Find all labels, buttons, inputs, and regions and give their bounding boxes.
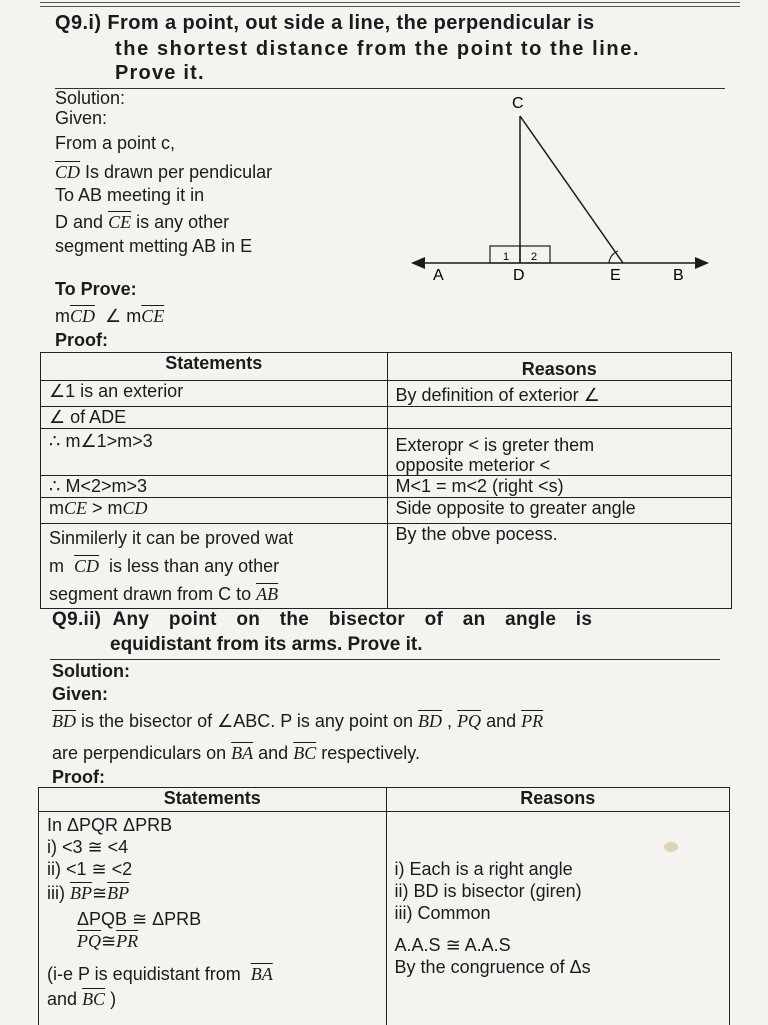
- segment-ce: $\overline{CE}$: [108, 212, 132, 232]
- to-prove-statement: $m\overline{CD}$ ∠ $m\overline{CE}$: [55, 306, 165, 326]
- table-1-header-reasons: Reasons: [387, 353, 732, 381]
- list-item: iii) Common: [394, 903, 491, 923]
- question-1-number: Q9.i): [55, 12, 102, 34]
- given-1-line-4: D and $\overline{CE}$ is any other: [55, 212, 230, 232]
- to-prove-label: To Prove:: [55, 279, 137, 299]
- label-b: B: [673, 267, 684, 284]
- question-2-line-1: Any point on the bisector of an angle is: [112, 609, 593, 630]
- table-row: ∴ M<2>m>3: [41, 476, 388, 498]
- list-item: and $\overline{BC}$ ): [47, 989, 117, 1009]
- list-item: ii) <1 ≅ <2: [47, 859, 133, 879]
- question-1-line-3: Prove it.: [115, 62, 205, 84]
- table-row: ∴ m∠1>m>3: [41, 429, 388, 476]
- given-1-label: Given:: [55, 108, 108, 128]
- table-row: ∠ of ADE: [41, 407, 388, 429]
- table-2-reasons: [386, 812, 729, 1025]
- question-2-heading: [52, 608, 592, 632]
- table-row: By the obve pocess.: [387, 524, 732, 609]
- question-1-line-1: From a point, out side a line, the perpendicular is: [107, 12, 595, 34]
- label-d: D: [513, 267, 525, 284]
- question-2-number: Q9.ii): [52, 609, 102, 630]
- table-2-header-reasons: Reasons: [386, 788, 729, 812]
- table-row: By definition of exterior ∠: [387, 381, 732, 407]
- segment-cd: $\overline{CD}$: [55, 162, 81, 182]
- given-1-line-3: To AB meeting it in: [55, 185, 205, 205]
- question-2-line-2: equidistant from its arms. Prove it.: [110, 634, 423, 655]
- given-1-line-2: $\overline{CD}$ Is drawn per pendicular: [55, 162, 273, 182]
- table-2-header-statements: Statements: [39, 788, 387, 812]
- given-1-line-1: From a point c,: [55, 133, 176, 153]
- list-item: iii) $\overline{BP}≅\overline{BP}$: [47, 883, 130, 903]
- given-2-line-1: $\overline{BD}$ is the bisector of ∠ABC. P is any point on $\overline{BD}$ , $\overline{PQ}$ and $\overline{PR}$: [52, 711, 544, 731]
- label-angle-2: 2: [531, 251, 538, 263]
- given-2-line-2: are perpendiculars on $\overline{BA}$ and $\overline{BC}$ respectively.: [52, 743, 420, 763]
- table-row: Exteropr < is greter them opposite meterior <: [387, 429, 732, 476]
- label-c: C: [512, 95, 524, 112]
- list-item: i) Each is a right angle: [394, 859, 573, 879]
- question-1-rule: [55, 88, 725, 89]
- list-item: $\overline{PQ}≅\overline{PR}$: [77, 931, 139, 951]
- table-row: ∠1 is an exterior: [41, 381, 388, 407]
- segment-ce-line: [520, 116, 623, 263]
- top-rule: [40, 2, 740, 7]
- label-angle-1: 1: [503, 251, 510, 263]
- proof-1-label: Proof:: [55, 330, 108, 350]
- table-row: Sinmilerly it can be proved wat m $\overline{CD}$ is less than any other segment drawn from C to $\overline{AB}$: [41, 524, 388, 609]
- proof-table-2: [38, 787, 730, 1025]
- table-row: $m\overline{CE} > m\overline{CD}$: [41, 498, 388, 524]
- proof-table-1: [40, 352, 732, 609]
- question-1-line-2: the shortest distance from the point to the line.: [115, 38, 641, 60]
- solution-2-label: Solution:: [52, 661, 130, 681]
- proof-2-label: Proof:: [52, 767, 105, 787]
- list-item: In ΔPQR ΔPRB: [47, 815, 173, 835]
- list-item: A.A.S ≅ A.A.S: [394, 935, 511, 955]
- given-1-line-6: segment metting AB in E: [55, 236, 253, 256]
- label-a: A: [433, 267, 444, 284]
- table-row: M<1 = m<2 (right <s): [387, 476, 732, 498]
- list-item: (i-e P is equidistant from $\overline{BA}$: [47, 964, 273, 984]
- paper-stain: [664, 842, 678, 852]
- list-item: By the congruence of Δs: [394, 957, 591, 977]
- table-2-statements: [39, 812, 387, 1025]
- given-2-label: Given:: [52, 684, 109, 704]
- label-e: E: [610, 267, 621, 284]
- solution-1-label: Solution:: [55, 88, 126, 108]
- list-item: ii) BD is bisector (giren): [394, 881, 582, 901]
- table-row: Side opposite to greater angle: [387, 498, 732, 524]
- list-item: ΔPQB ≅ ΔPRB: [77, 909, 202, 929]
- table-1-header-statements: Statements: [41, 353, 388, 381]
- arrow-left-icon: [411, 257, 425, 269]
- question-2-rule: [50, 659, 720, 660]
- arrow-right-icon: [695, 257, 709, 269]
- list-item: i) <3 ≅ <4: [47, 837, 129, 857]
- geometry-figure: [405, 90, 725, 290]
